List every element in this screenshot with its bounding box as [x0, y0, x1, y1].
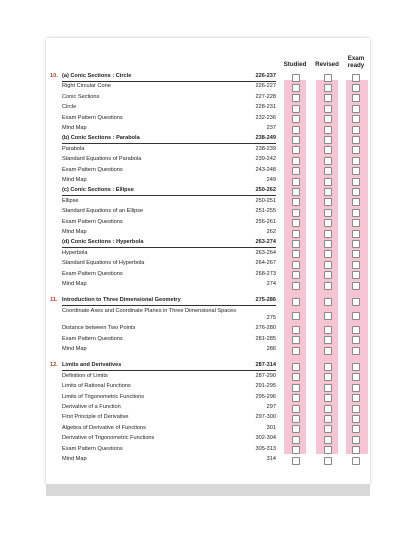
heading-rule [62, 305, 276, 306]
entry-title: Limits and Derivatives [62, 362, 122, 369]
entry-page-range: 287-314 [255, 362, 276, 369]
entry-page-range: 226-237 [255, 73, 276, 79]
studied-checkbox[interactable] [292, 105, 300, 113]
toc-entry [50, 219, 276, 229]
entry-title: (a) Conic Sections : Circle [62, 73, 132, 79]
exam-ready-checkbox[interactable] [352, 240, 360, 248]
toc-entry [50, 83, 276, 93]
entry-page-range: 238-249 [255, 135, 276, 142]
entry-title: Algebra of Derivative of Functions [62, 424, 146, 431]
entry-title: Circle [62, 104, 77, 111]
exam-ready-checkbox[interactable] [352, 394, 360, 402]
studied-checkbox[interactable] [292, 146, 300, 154]
studied-checkbox[interactable] [292, 178, 300, 186]
exam-ready-checkbox[interactable] [352, 115, 360, 123]
studied-checkbox[interactable] [292, 157, 300, 165]
entry-title: Mind Map [62, 346, 87, 352]
exam-ready-checkbox[interactable] [352, 425, 360, 433]
entry-title: Exam Pattern Questions [62, 445, 123, 452]
exam-ready-checkbox[interactable] [352, 94, 360, 102]
entry-page-range: 256-261 [255, 218, 276, 225]
entry-title: Exam Pattern Questions [62, 166, 123, 173]
revised-checkbox[interactable] [324, 84, 332, 92]
column-header-studied: Studied [283, 61, 307, 68]
chapter-number: 12. [50, 362, 58, 369]
exam-ready-checkbox[interactable] [352, 126, 360, 134]
entry-title: Standard Equations of Hyperbola [62, 260, 145, 267]
page-bottom-strip [46, 484, 370, 496]
revised-checkbox[interactable] [324, 282, 332, 290]
entry-title: Hyperbola [62, 249, 88, 256]
entry-page-range: 314 [266, 456, 276, 462]
entry-page-range: 286 [266, 346, 276, 352]
entry-title: Right Circular Cone [62, 83, 111, 90]
revised-checkbox[interactable] [324, 373, 332, 381]
entry-page-range: 263-274 [255, 239, 276, 246]
exam-ready-checkbox[interactable] [352, 198, 360, 206]
studied-checkbox[interactable] [292, 312, 300, 320]
toc-entry [50, 404, 276, 414]
entry-title: (b) Conic Sections : Parabola [62, 135, 140, 142]
studied-checkbox[interactable] [292, 271, 300, 279]
heading-rule [62, 370, 276, 371]
heading-rule [62, 247, 276, 248]
column-header-exam-ready [344, 56, 368, 69]
toc-entry [50, 115, 276, 125]
entry-title: Ellipse [62, 197, 79, 204]
entry-title: Standard Equations of an Ellipse [62, 208, 144, 215]
entry-page-range: 268-273 [255, 270, 276, 277]
exam-ready-checkbox[interactable] [352, 436, 360, 444]
studied-checkbox[interactable] [292, 167, 300, 175]
studied-checkbox[interactable] [292, 373, 300, 381]
entry-title: (c) Conic Sections : Ellipse [62, 187, 134, 194]
toc-entry [50, 425, 276, 435]
studied-checkbox[interactable] [292, 425, 300, 433]
entry-title: Definition of Limits [62, 372, 108, 379]
revised-checkbox[interactable] [324, 94, 332, 102]
entry-title: Limits of Rational Functions [62, 383, 131, 390]
studied-checkbox[interactable] [292, 84, 300, 92]
entry-page-range: 262 [266, 229, 276, 235]
revised-checkbox[interactable] [324, 105, 332, 113]
revised-checkbox[interactable] [324, 250, 332, 258]
revised-checkbox[interactable] [324, 446, 332, 454]
entry-page-range: 305-313 [255, 445, 276, 452]
exam-ready-checkbox[interactable] [352, 188, 360, 196]
column-header-revised: Revised [315, 61, 339, 68]
exam-ready-checkbox[interactable] [352, 261, 360, 269]
revised-checkbox[interactable] [324, 115, 332, 123]
revised-checkbox[interactable] [324, 261, 332, 269]
entry-title: Limits of Trigonometric Functions [62, 393, 145, 400]
exam-ready-checkbox[interactable] [352, 373, 360, 381]
studied-checkbox[interactable] [292, 436, 300, 444]
entry-title: Mind Map [62, 229, 87, 235]
studied-checkbox[interactable] [292, 115, 300, 123]
studied-checkbox[interactable] [292, 457, 300, 465]
toc-entry [50, 281, 276, 291]
exam-ready-checkbox[interactable] [352, 282, 360, 290]
toc-entry [50, 104, 276, 114]
entry-title: (d) Conic Sections : Hyperbola [62, 239, 144, 246]
entry-title: Exam Pattern Questions [62, 114, 123, 121]
studied-checkbox[interactable] [292, 298, 300, 306]
studied-checkbox[interactable] [292, 209, 300, 217]
studied-checkbox[interactable] [292, 219, 300, 227]
studied-checkbox[interactable] [292, 326, 300, 334]
studied-checkbox[interactable] [292, 261, 300, 269]
chapter-number: 10. [50, 73, 58, 79]
exam-ready-checkbox[interactable] [352, 326, 360, 334]
exam-ready-checkbox[interactable] [352, 384, 360, 392]
revised-checkbox[interactable] [324, 347, 332, 355]
revised-checkbox[interactable] [324, 136, 332, 144]
toc-entry [50, 336, 276, 346]
heading-rule [62, 143, 276, 144]
exam-ready-checkbox[interactable] [352, 415, 360, 423]
entry-page-range: 275 [266, 314, 276, 321]
column-header-exam-ready-line1: Exam [347, 55, 365, 62]
entry-page-range: 264-267 [255, 260, 276, 267]
revised-checkbox[interactable] [324, 178, 332, 186]
toc-entry [50, 456, 276, 466]
revised-checkbox[interactable] [324, 219, 332, 227]
studied-checkbox[interactable] [292, 230, 300, 238]
revised-checkbox[interactable] [324, 209, 332, 217]
exam-ready-checkbox[interactable] [352, 363, 360, 371]
studied-checkbox[interactable] [292, 415, 300, 423]
revised-checkbox[interactable] [324, 271, 332, 279]
exam-ready-checkbox[interactable] [352, 219, 360, 227]
toc-entry [50, 414, 276, 424]
entry-page-range: 243-248 [255, 166, 276, 173]
exam-ready-checkbox[interactable] [352, 209, 360, 217]
toc-entry [50, 435, 276, 445]
toc-entry [50, 125, 276, 135]
exam-ready-checkbox[interactable] [352, 74, 360, 82]
toc-entry [50, 208, 276, 218]
exam-ready-checkbox[interactable] [352, 136, 360, 144]
exam-ready-checkbox[interactable] [352, 105, 360, 113]
entry-page-range: 295-296 [255, 393, 276, 400]
revised-checkbox[interactable] [324, 405, 332, 413]
revised-checkbox[interactable] [324, 363, 332, 371]
entry-page-range: 301 [266, 424, 276, 431]
exam-ready-checkbox[interactable] [352, 405, 360, 413]
revised-checkbox[interactable] [324, 230, 332, 238]
entry-title: Distance between Two Points [62, 325, 136, 332]
entry-title: Introduction to Three Dimensional Geometry [62, 297, 181, 304]
revised-checkbox[interactable] [324, 188, 332, 196]
exam-ready-checkbox[interactable] [352, 230, 360, 238]
exam-ready-checkbox[interactable] [352, 84, 360, 92]
entry-title: Derivative of Trigonometric Functions [62, 435, 155, 442]
entry-page-range: 291-295 [255, 383, 276, 390]
exam-ready-checkbox[interactable] [352, 347, 360, 355]
exam-ready-checkbox[interactable] [352, 336, 360, 344]
revised-checkbox[interactable] [324, 457, 332, 465]
revised-checkbox[interactable] [324, 298, 332, 306]
revised-checkbox[interactable] [324, 394, 332, 402]
chapter-number: 11. [50, 297, 58, 304]
revised-checkbox[interactable] [324, 336, 332, 344]
studied-checkbox[interactable] [292, 74, 300, 82]
studied-checkbox[interactable] [292, 394, 300, 402]
entry-page-range: 263-264 [255, 249, 276, 256]
toc-entry [50, 177, 276, 187]
studied-checkbox[interactable] [292, 363, 300, 371]
exam-ready-checkbox[interactable] [352, 457, 360, 465]
entry-page-range: 238-239 [255, 145, 276, 152]
entry-title: Mind Map [62, 177, 87, 183]
studied-checkbox[interactable] [292, 198, 300, 206]
toc-entry [50, 260, 276, 270]
entry-page-range: 250-262 [255, 187, 276, 194]
studied-checkbox[interactable] [292, 240, 300, 248]
exam-ready-checkbox[interactable] [352, 271, 360, 279]
studied-checkbox[interactable] [292, 126, 300, 134]
toc-entry [50, 94, 276, 104]
exam-ready-checkbox[interactable] [352, 312, 360, 320]
toc-entry [50, 383, 276, 393]
toc-entry [50, 167, 276, 177]
toc-entry [50, 156, 276, 166]
revised-checkbox[interactable] [324, 146, 332, 154]
entry-title: Conic Sections [62, 93, 100, 100]
entry-title: Mind Map [62, 456, 87, 462]
toc-entry [50, 373, 276, 383]
entry-title: Standard Equations of Parabola [62, 156, 142, 163]
entry-title: Exam Pattern Questions [62, 335, 123, 342]
entry-title: Mind Map [62, 125, 87, 131]
entry-page-range: 227-228 [255, 93, 276, 100]
entry-page-range: 237 [266, 125, 276, 131]
exam-ready-checkbox[interactable] [352, 146, 360, 154]
studied-checkbox[interactable] [292, 405, 300, 413]
studied-checkbox[interactable] [292, 94, 300, 102]
heading-rule [62, 195, 276, 196]
entry-title: Derivative of a Function [62, 404, 121, 410]
revised-checkbox[interactable] [324, 384, 332, 392]
studied-checkbox[interactable] [292, 188, 300, 196]
toc-entry [50, 346, 276, 356]
entry-page-range: 239-242 [255, 156, 276, 163]
entry-page-range: 297 [266, 404, 276, 410]
toc-entry [50, 271, 276, 281]
entry-page-range: 297-300 [255, 414, 276, 421]
entry-page-range: 228-231 [255, 104, 276, 111]
exam-ready-checkbox[interactable] [352, 167, 360, 175]
entry-page-range: 251-255 [255, 208, 276, 215]
toc-entry [50, 146, 276, 156]
toc-entry [50, 250, 276, 260]
exam-ready-checkbox[interactable] [352, 446, 360, 454]
entry-title: Parabola [62, 145, 85, 152]
entry-page-range: 226-227 [255, 83, 276, 90]
heading-rule [62, 81, 276, 82]
toc-entry [50, 307, 276, 321]
revised-checkbox[interactable] [324, 312, 332, 320]
studied-checkbox[interactable] [292, 384, 300, 392]
exam-ready-checkbox[interactable] [352, 298, 360, 306]
revised-checkbox[interactable] [324, 415, 332, 423]
studied-checkbox[interactable] [292, 136, 300, 144]
entry-page-range: 276-280 [255, 325, 276, 332]
entry-title: Exam Pattern Questions [62, 218, 123, 225]
revised-checkbox[interactable] [324, 436, 332, 444]
entry-page-range: 232-236 [255, 114, 276, 121]
studied-checkbox[interactable] [292, 446, 300, 454]
entry-page-range: 281-285 [255, 335, 276, 342]
studied-checkbox[interactable] [292, 336, 300, 344]
studied-checkbox[interactable] [292, 347, 300, 355]
toc-entry [50, 446, 276, 456]
exam-ready-checkbox[interactable] [352, 250, 360, 258]
revised-checkbox[interactable] [324, 198, 332, 206]
toc-entry [50, 198, 276, 208]
entry-page-range: 274 [266, 281, 276, 287]
revised-checkbox[interactable] [324, 425, 332, 433]
studied-checkbox[interactable] [292, 250, 300, 258]
revised-checkbox[interactable] [324, 157, 332, 165]
entry-title: Mind Map [62, 281, 87, 287]
studied-checkbox[interactable] [292, 282, 300, 290]
entry-page-range: 302-304 [255, 435, 276, 442]
entry-page-range: 250-251 [255, 197, 276, 204]
toc-entry [50, 229, 276, 239]
exam-ready-checkbox[interactable] [352, 178, 360, 186]
entry-title: Exam Pattern Questions [62, 270, 123, 277]
entry-title: Coordinate Axes and Coordinate Planes in Three Dimensional Spaces [62, 307, 237, 314]
column-header-exam-ready-line2: ready [347, 61, 365, 69]
revised-checkbox[interactable] [324, 167, 332, 175]
entry-page-range: 249 [266, 177, 276, 183]
revised-checkbox[interactable] [324, 240, 332, 248]
exam-ready-checkbox[interactable] [352, 157, 360, 165]
revised-checkbox[interactable] [324, 326, 332, 334]
toc-entry [50, 394, 276, 404]
revised-checkbox[interactable] [324, 126, 332, 134]
entry-title: First Principle of Derivative [62, 414, 129, 421]
revised-checkbox[interactable] [324, 74, 332, 82]
entry-page-range: 275-286 [255, 297, 276, 304]
toc-entry [50, 325, 276, 335]
entry-page-range: 287-290 [255, 372, 276, 379]
